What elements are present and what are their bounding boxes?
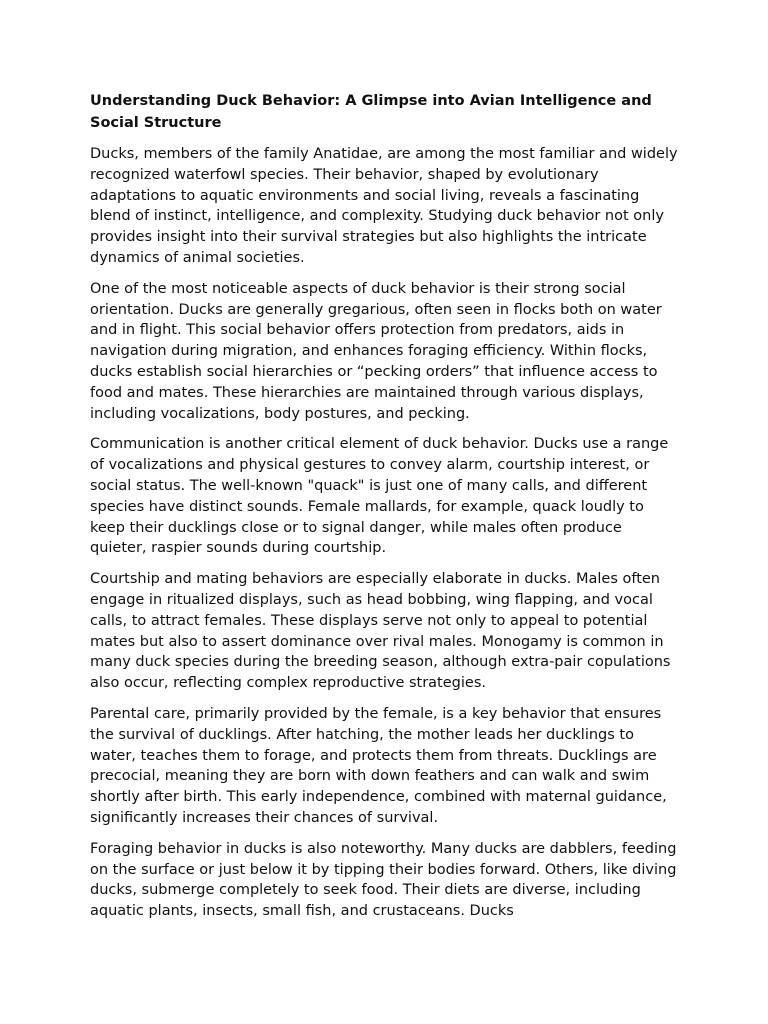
paragraph-parental-care: Parental care, primarily provided by the female, is a key behavior that ensures the survival of ducklings. After hatching, the mother leads her ducklings to water, teaches them to forage, and protects them from threats. Ducklings are precocial, meaning they are born with down feathers and can walk and swim shortly after birth. This early independence, combined with maternal guidance, significantly increases their chances of survival. <box>90 705 667 826</box>
document-page <box>90 90 682 932</box>
paragraph-foraging: Foraging behavior in ducks is also noteworthy. Many ducks are dabblers, feeding on the surface or just below it by tipping their bodies forward. Others, like diving ducks, submerge completely to seek food. Their diets are diverse, including aquatic plants, insects, small fish, and crustaceans. Ducks <box>90 840 677 920</box>
paragraph-communication: Communication is another critical element of duck behavior. Ducks use a range of vocalizations and physical gestures to convey alarm, courtship interest, or social status. The well-known "quack" is just one of many calls, and different species have distinct sounds. Female mallards, for example, quack loudly to keep their ducklings close or to signal danger, while males often produce quieter, raspier sounds during courtship. <box>90 436 669 557</box>
paragraph-social-orientation: One of the most noticeable aspects of duck behavior is their strong social orientation. Ducks are generally gregarious, often seen in flocks both on water and in flight. This social behavior offers protection from predators, aids in navigation during migration, and enhances foraging efficiency. Within flocks, ducks establish social hierarchies or “pecking orders” that influence access to food and mates. These hierarchies are maintained through various displays, including vocalizations, body postures, and pecking. <box>90 280 662 422</box>
paragraph-intro: Ducks, members of the family Anatidae, are among the most familiar and widely recognized waterfowl species. Their behavior, shaped by evolutionary adaptations to aquatic environments and social living, reveals a fascinating blend of instinct, intelligence, and complexity. Studying duck behavior not only provides insight into their survival strategies but also highlights the intricate dynamics of animal societies. <box>90 146 678 266</box>
paragraph-courtship: Courtship and mating behaviors are especially elaborate in ducks. Males often engage in ritualized displays, such as head bobbing, wing flapping, and vocal calls, to attract females. These displays serve not only to appeal to potential mates but also to assert dominance over rival males. Monogamy is common in many duck species during the breeding season, although extra-pair copulations also occur, reflecting complex reproductive strategies. <box>90 571 671 692</box>
document-title: Understanding Duck Behavior: A Glimpse into Avian Intelligence and Social Structure <box>90 93 652 131</box>
